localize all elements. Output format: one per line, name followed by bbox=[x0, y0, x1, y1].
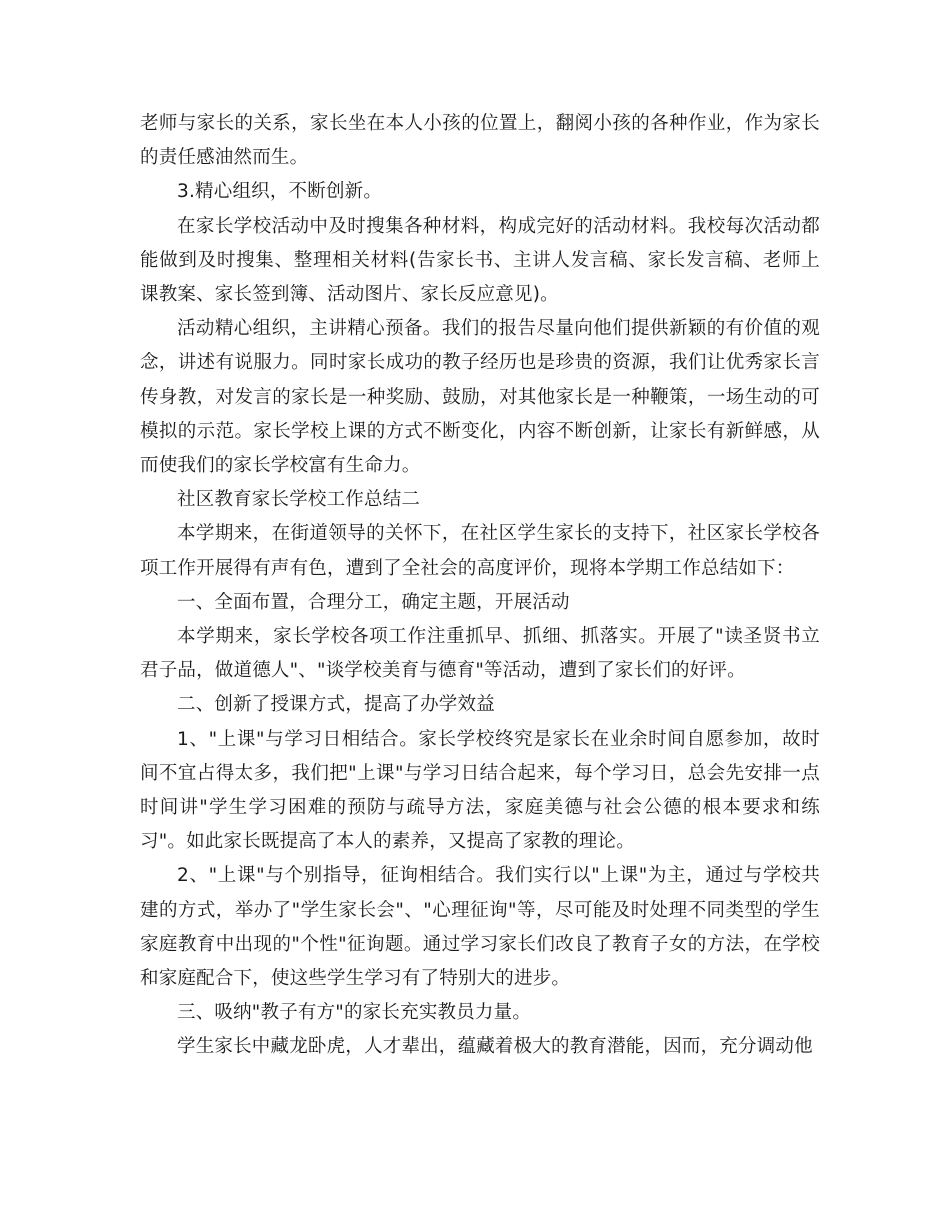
paragraph: 学生家长中藏龙卧虎，人才辈出，蕴藏着极大的教育潜能，因而，充分调动他 bbox=[177, 1036, 813, 1058]
paragraph: 在家长学校活动中及时搜集各种材料，构成完好的活动材料。我校每次活动都能做到及时搜集、整理相关材料(告家长书、主讲人发言稿、家长发言稿、老师上课教案、家长签到簿、活动图片、家长反应意见)。 bbox=[140, 215, 820, 306]
paragraph: 活动精心组织，主讲精心预备。我们的报告尽量向他们提供新颖的有价值的观念，讲述有说服力。同时家长成功的教子经历也是珍贵的资源，我们让优秀家长言传身教，对发言的家长是一种奖励、鼓励，对其他家长是一种鞭策，一场生动的可模拟的示范。家长学校上课的方式不断变化，内容不断创新，让家长有新鲜感，从而使我们的家长学校富有生命力。 bbox=[140, 318, 820, 477]
section-heading: 三、吸纳"教子有方"的家长充实教员力量。 bbox=[177, 1002, 532, 1024]
paragraph: 2、"上课"与个别指导，征询相结合。我们实行以"上课"为主，通过与学校共建的方式，举办了"学生家长会"、"心理征询"等，尽可能及时处理不同类型的学生家庭教育中出现的"个性"征询题。通过学习家长们改良了教育子女的方法，在学校和家庭配合下，使这些学生学习有了特别大的进步。 bbox=[140, 865, 820, 990]
document-subtitle: 社区教育家长学校工作总结二 bbox=[177, 489, 421, 511]
section-heading: 二、创新了授课方式，提高了办学效益 bbox=[177, 694, 495, 716]
paragraph: 本学期来，在街道领导的关怀下，在社区学生家长的支持下，社区家长学校各项工作开展得有声有色，遭到了全社会的高度评价，现将本学期工作总结如下： bbox=[140, 523, 820, 579]
paragraph: 1、"上课"与学习日相结合。家长学校终究是家长在业余时间自愿参加，故时间不宜占得太多，我们把"上课"与学习日结合起来，每个学习日，总会先安排一点时间讲"学生学习困难的预防与疏导方法，家庭美德与社会公德的根本要求和练习"。如此家长既提高了本人的素养，又提高了家教的理论。 bbox=[140, 728, 820, 853]
paragraph: 本学期来，家长学校各项工作注重抓早、抓细、抓落实。开展了"读圣贤书立君子品，做道德人"、"谈学校美育与德育"等活动，遭到了家长们的好评。 bbox=[140, 626, 820, 682]
section-heading: 一、全面布置，合理分工，确定主题，开展活动 bbox=[177, 591, 570, 613]
paragraph: 老师与家长的关系，家长坐在本人小孩的位置上，翻阅小孩的各种作业，作为家长的责任感油然而生。 bbox=[140, 113, 820, 169]
section-heading: 3.精心组织，不断创新。 bbox=[177, 181, 383, 203]
document-body bbox=[140, 107, 820, 1065]
